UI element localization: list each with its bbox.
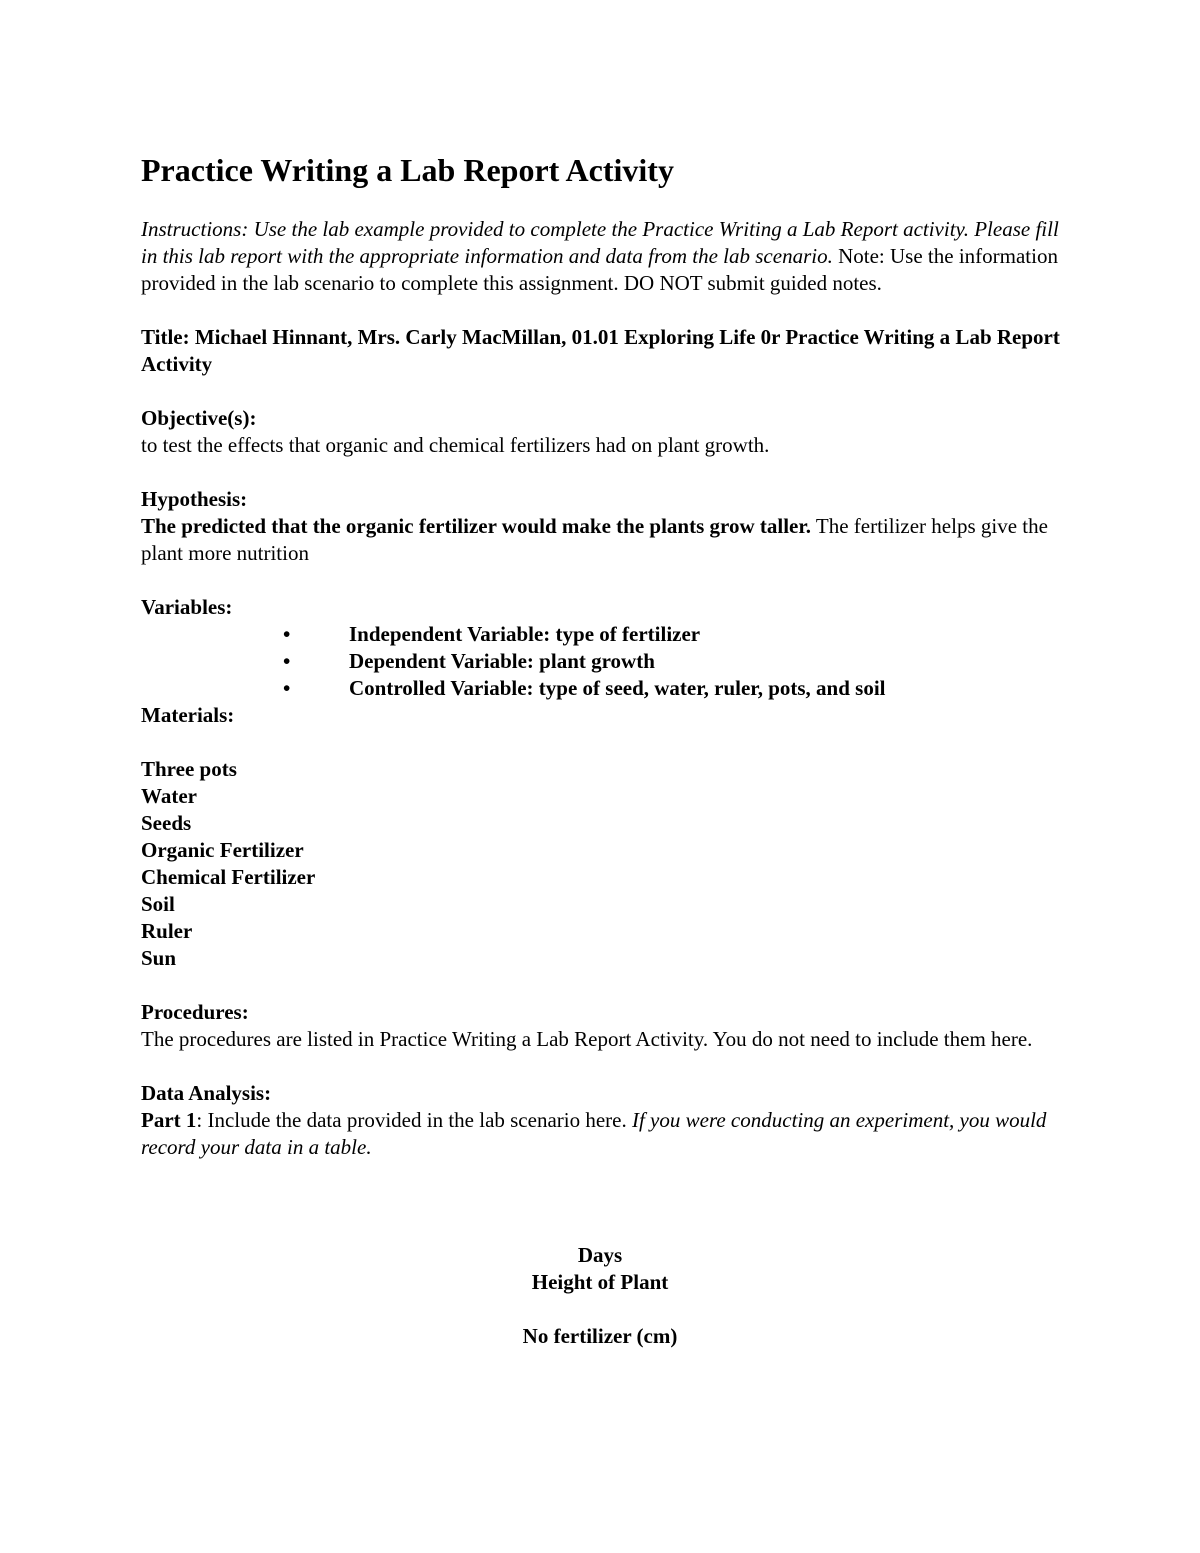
instructions-italic: Instructions: Use the lab example provided to complete the Practice Writing a Lab Report activity. Please fill in this lab report with the appropriate information and data from the lab scenario. xyxy=(141,217,1059,268)
procedures-heading: Procedures: xyxy=(141,1000,249,1024)
data-analysis-section xyxy=(141,1080,1071,1161)
material-item: Three pots xyxy=(141,757,237,781)
procedures-section xyxy=(141,999,1071,1053)
objective-section xyxy=(141,405,1071,459)
data-analysis-heading: Data Analysis: xyxy=(141,1081,272,1105)
material-item: Sun xyxy=(141,946,177,970)
hypothesis-section xyxy=(141,486,1071,567)
document-page xyxy=(141,150,1071,1350)
bullet-icon: • xyxy=(283,649,291,673)
materials-list xyxy=(141,756,1071,972)
material-item: Ruler xyxy=(141,919,193,943)
hypothesis-bold: The predicted that the organic fertilizer would make the plants grow taller. xyxy=(141,514,811,538)
table-header-no-fertilizer: No fertilizer (cm) xyxy=(522,1324,678,1348)
report-title: Title: Michael Hinnant, Mrs. Carly MacMillan, 01.01 Exploring Life 0r Practice Writing a Lab Report Activity xyxy=(141,325,1060,376)
part1-label: Part 1 xyxy=(141,1108,197,1132)
hypothesis-rest: The fertilizer helps give the plant more nutrition xyxy=(141,514,1048,565)
instructions-paragraph xyxy=(141,216,1071,297)
material-item: Chemical Fertilizer xyxy=(141,865,316,889)
hypothesis-text xyxy=(141,513,1071,567)
instructions-note: Note: Use the information provided in the lab scenario to complete this assignment. DO NOT submit guided notes. xyxy=(141,244,1058,295)
variables-heading: Variables: xyxy=(141,595,233,619)
hypothesis-heading: Hypothesis: xyxy=(141,487,248,511)
variable-item-text: Controlled Variable: type of seed, water, ruler, pots, and soil xyxy=(349,676,886,700)
material-item: Soil xyxy=(141,892,175,916)
objective-heading: Objective(s): xyxy=(141,406,257,430)
part1-text: : Include the data provided in the lab scenario here. xyxy=(196,1108,632,1132)
material-item: Organic Fertilizer xyxy=(141,838,304,862)
materials-section xyxy=(141,702,1071,972)
bullet-icon: • xyxy=(283,676,291,700)
part1-paragraph xyxy=(141,1107,1071,1161)
variable-item-text: Dependent Variable: plant growth xyxy=(349,649,655,673)
material-item: Water xyxy=(141,784,197,808)
variables-list xyxy=(141,621,1071,702)
page-title: Practice Writing a Lab Report Activity xyxy=(141,152,674,188)
part1-italic: If you were conducting an experiment, you would record your data in a table. xyxy=(141,1108,1047,1159)
variable-item-text: Independent Variable: type of fertilizer xyxy=(349,622,701,646)
bullet-icon: • xyxy=(283,622,291,646)
table-header-days: Days xyxy=(577,1243,623,1267)
data-table-caption xyxy=(141,1242,1071,1350)
table-header-height: Height of Plant xyxy=(531,1270,669,1294)
materials-heading: Materials: xyxy=(141,703,235,727)
variables-section xyxy=(141,594,1071,702)
variable-item xyxy=(141,675,1071,702)
objective-text: to test the effects that organic and chemical fertilizers had on plant growth. xyxy=(141,433,770,457)
variable-item xyxy=(141,621,1071,648)
material-item: Seeds xyxy=(141,811,192,835)
procedures-text: The procedures are listed in Practice Writing a Lab Report Activity. You do not need to include them here. xyxy=(141,1027,1033,1051)
variable-item xyxy=(141,648,1071,675)
